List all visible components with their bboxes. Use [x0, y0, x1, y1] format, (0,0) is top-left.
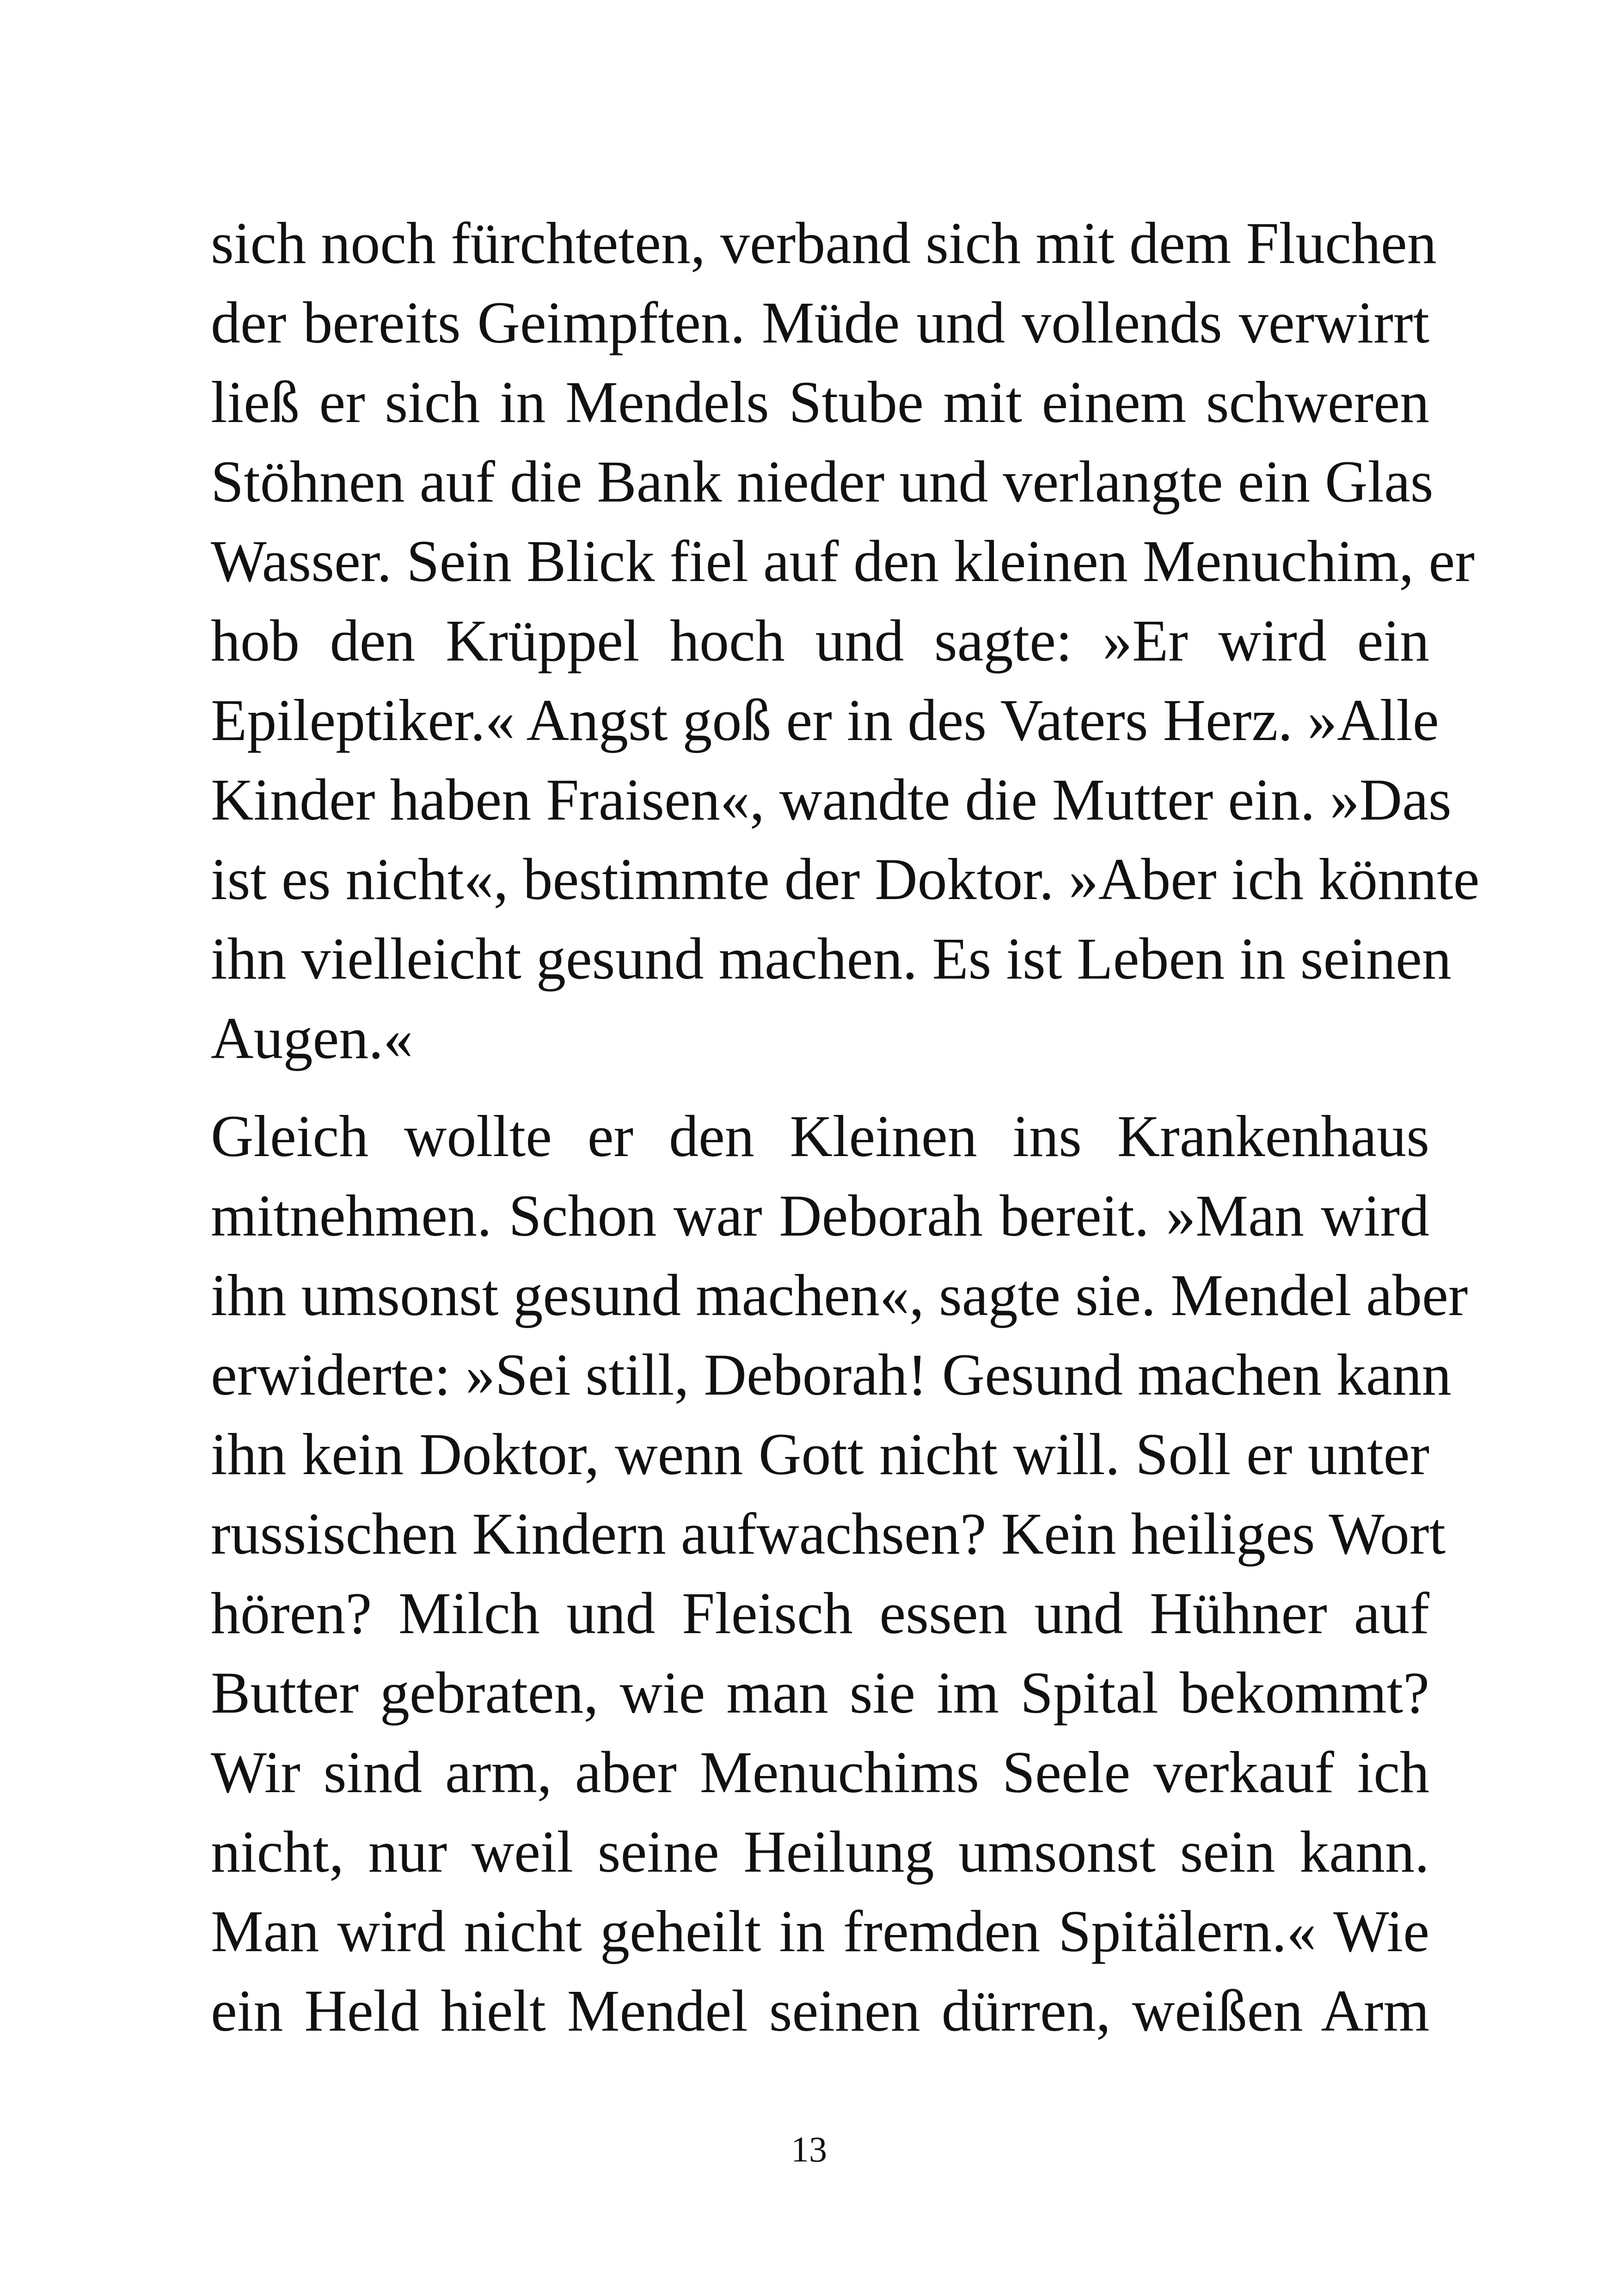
text-line: russischen Kindern aufwachsen? Kein heiliges Wort [211, 1501, 1446, 1567]
text-line: hob den Krüppel hoch und sagte: »Er wird ein [211, 608, 1429, 673]
paragraph-1 [211, 203, 1480, 1078]
text-line: der bereits Geimpften. Müde und vollends verwirrt [211, 290, 1429, 355]
text-line: hören? Milch und Fleisch essen und Hühner auf [211, 1580, 1429, 1646]
text-line: ließ er sich in Mendels Stube mit einem schweren [211, 369, 1429, 435]
text-line: ein Held hielt Mendel seinen dürren, weißen Arm [211, 1978, 1429, 2044]
paragraph-2 [211, 1096, 1468, 2051]
text-line: erwiderte: »Sei still, Deborah! Gesund machen kann [211, 1342, 1452, 1408]
text-line: Man wird nicht geheilt in fremden Spitälern.« Wie [211, 1898, 1429, 1964]
text-line: ihn vielleicht gesund machen. Es ist Leben in seinen [211, 926, 1452, 992]
text-line: nicht, nur weil seine Heilung umsonst sein kann. [211, 1819, 1429, 1885]
page-number: 13 [791, 2129, 827, 2169]
text-line: ihn kein Doktor, wenn Gott nicht will. Soll er unter [211, 1421, 1429, 1487]
text-line: Wir sind arm, aber Menuchims Seele verkauf ich [211, 1739, 1429, 1805]
text-line: mitnehmen. Schon war Deborah bereit. »Man wird [211, 1183, 1429, 1249]
text-line: Gleich wollte er den Kleinen ins Krankenhaus [211, 1103, 1429, 1169]
text-line: Epileptiker.« Angst goß er in des Vaters Herz. »Alle [211, 687, 1439, 753]
text-line: ist es nicht«, bestimmte der Doktor. »Aber ich könnte [211, 846, 1480, 912]
text-line: sich noch fürchteten, verband sich mit dem Fluchen [211, 210, 1437, 276]
body-text [211, 203, 1480, 2051]
text-line: Augen.« [211, 1005, 413, 1071]
text-line: Wasser. Sein Blick fiel auf den kleinen Menuchim, er [211, 528, 1475, 594]
text-line: Stöhnen auf die Bank nieder und verlangte ein Glas [211, 449, 1434, 514]
text-line: ihn umsonst gesund machen«, sagte sie. Mendel aber [211, 1262, 1468, 1328]
text-line: Kinder haben Fraisen«, wandte die Mutter ein. »Das [211, 767, 1452, 833]
text-line: Butter gebraten, wie man sie im Spital bekommt? [211, 1660, 1429, 1726]
